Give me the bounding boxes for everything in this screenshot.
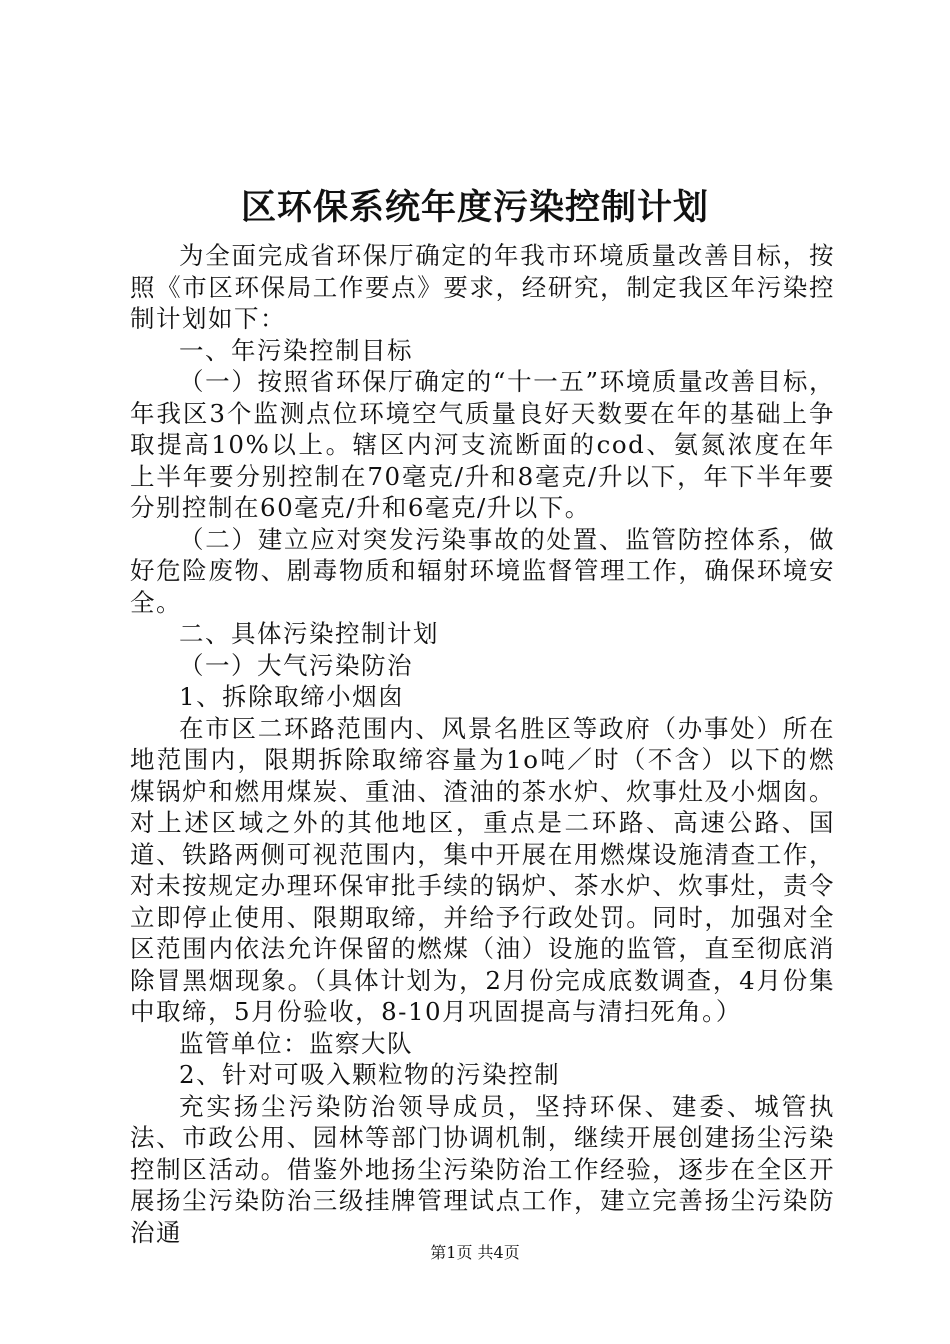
- paragraph-chimney: 在市区二环路范围内、风景名胜区等政府（办事处）所在地范围内，限期拆除取缔容量为1o吨／时（不含）以下的燃煤锅炉和燃用煤炭、重油、渣油的茶水炉、炊事灶及小烟囱。对上述区域之外的其他地区，重点是二环路、高速公路、国道、铁路两侧可视范围内，集中开展在用燃煤设施清查工作，对未按规定办理环保审批手续的锅炉、茶水炉、炊事灶，责令立即停止使用、限期取缔，并给予行政处罚。同时，加强对全区范围内依法允许保留的燃煤（油）设施的监管，直至彻底消除冒黑烟现象。（具体计划为，2月份完成底数调查，4月份集中取缔，5月份验收，8-10月巩固提高与清扫死角。）: [130, 713, 835, 1026]
- heading-section-2: 二、具体污染控制计划: [179, 619, 439, 648]
- paragraph-supervisor: 监管单位：监察大队: [179, 1028, 413, 1058]
- paragraph-dust: 充实扬尘污染防治领导成员，坚持环保、建委、城管执法、市政公用、园林等部门协调机制，继续开展创建扬尘污染控制区活动。借鉴外地扬尘污染防治工作经验，逐步在全区开展扬尘污染防治三级挂牌管理试点工作，建立完善扬尘污染防治通: [130, 1091, 835, 1247]
- paragraph-goal-1: （一）按照省环保厅确定的“十一五”环境质量改善目标，年我区3个监测点位环境空气质量良好天数要在年的基础上争取提高10%以上。辖区内河支流断面的cod、氨氮浓度在年上半年要分别控制在70毫克/升和8毫克/升以下，年下半年要分别控制在60毫克/升和6毫克/升以下。: [130, 367, 835, 522]
- paragraph-intro: 为全面完成省环保厅确定的年我市环境质量改善目标，按照《市区环保局工作要点》要求，经研究，制定我区年污染控制计划如下：: [130, 241, 835, 333]
- page-footer: 第1页 共4页: [430, 1243, 520, 1262]
- document-body: [130, 240, 835, 1248]
- document-title: 区环保系统年度污染控制计划: [240, 187, 709, 228]
- heading-item-2: 2、针对可吸入颗粒物的污染控制: [179, 1060, 561, 1089]
- paragraph-goal-2: （二）建立应对突发污染事故的处置、监管防控体系，做好危险废物、剧毒物质和辐射环境监督管理工作，确保环境安全。: [130, 524, 835, 617]
- heading-subsection-air: （一）大气污染防治: [179, 650, 413, 680]
- heading-item-1: 1、拆除取缔小烟囱: [179, 682, 405, 711]
- heading-section-1: 一、年污染控制目标: [179, 335, 413, 365]
